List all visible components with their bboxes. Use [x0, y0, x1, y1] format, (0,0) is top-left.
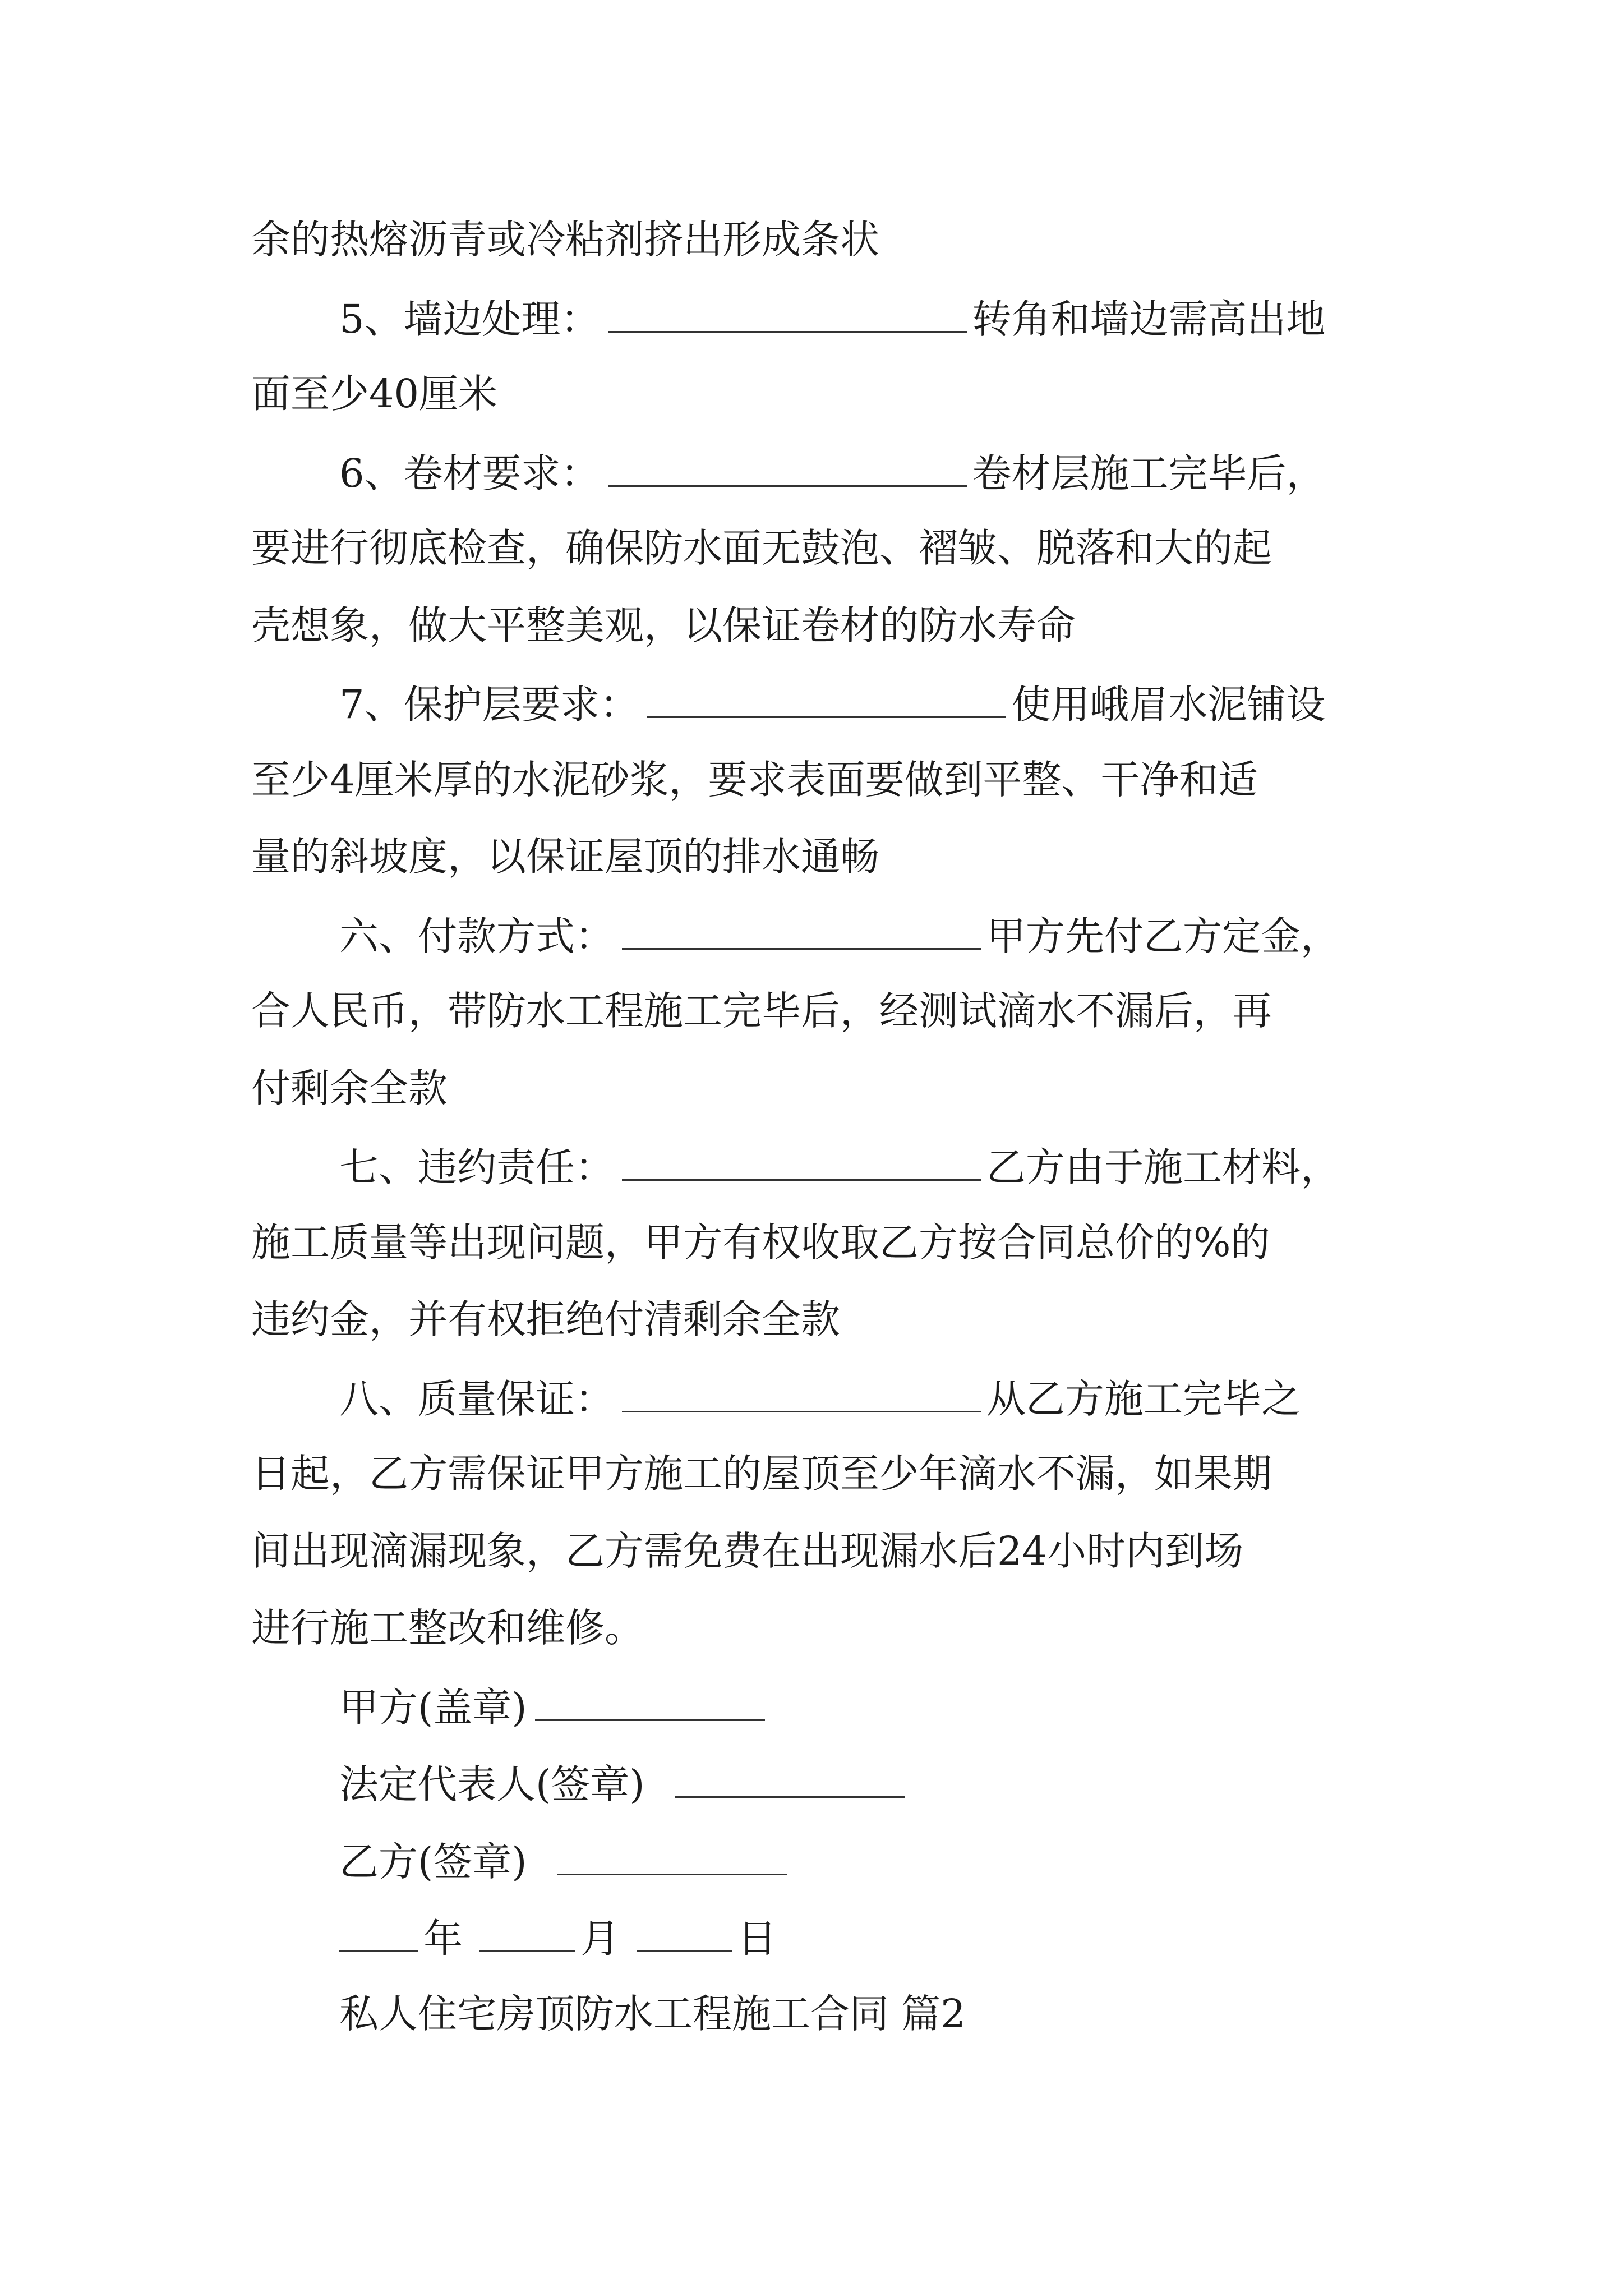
date-line [339, 1916, 777, 1962]
month-blank [479, 1917, 575, 1952]
signature-label: 甲方(盖章) [339, 1685, 527, 1731]
clause-label: 7、保护层要求： [339, 682, 639, 728]
signature-party-b [339, 1839, 793, 1885]
text-line [251, 525, 1272, 571]
next-section-heading [339, 1991, 966, 2037]
text-line [251, 988, 1272, 1034]
text-line [251, 1528, 1244, 1574]
clause-payment [339, 913, 1340, 959]
signature-label: 法定代表人(签章) [339, 1761, 645, 1807]
signature-blank [557, 1840, 787, 1875]
text-line [251, 1451, 1272, 1497]
text-line [251, 1220, 1270, 1266]
clause-wall-edge [339, 296, 1326, 342]
fill-blank [608, 452, 967, 487]
text-line [251, 1605, 644, 1651]
line-text: 施工质量等出现问题，甲方有权收取乙方按合同总价的%的 [251, 1220, 1270, 1266]
clause-text: 使用峨眉水泥铺设 [1011, 682, 1326, 728]
line-text: 面至少40厘米 [251, 371, 498, 417]
fill-blank [622, 914, 981, 950]
signature-legal-rep [339, 1761, 911, 1807]
line-text: 量的斜坡度，以保证屋顶的排水通畅 [251, 834, 879, 880]
clause-label: 5、墙边处理： [339, 296, 600, 342]
line-text: 合人民币，带防水工程施工完毕后，经测试滴水不漏后，再 [251, 988, 1272, 1034]
text-line [251, 834, 879, 880]
clause-label: 七、违约责任： [339, 1144, 614, 1190]
clause-quality [339, 1376, 1301, 1422]
clause-label: 六、付款方式： [339, 913, 614, 959]
line-text: 付剩余全款 [251, 1065, 448, 1111]
clause-text: 转角和墙边需高出地 [972, 296, 1326, 342]
year-blank [339, 1917, 418, 1952]
signature-blank [675, 1763, 905, 1798]
clause-text: 卷材层施工完毕后， [972, 450, 1326, 496]
date-day-label: 日 [737, 1916, 777, 1962]
line-text: 余的热熔沥青或冷粘剂挤出形成条状 [251, 217, 879, 263]
clause-text: 甲方先付乙方定金， [986, 913, 1340, 959]
line-text: 要进行彻底检查，确保防水面无鼓泡、褶皱、脱落和大的起 [251, 525, 1272, 571]
signature-label: 乙方(签章) [339, 1839, 527, 1885]
heading-text: 私人住宅房顶防水工程施工合同 篇2 [339, 1991, 966, 2037]
signature-blank [535, 1686, 765, 1721]
clause-protective-layer [339, 682, 1326, 728]
text-line [251, 1296, 840, 1342]
line-text: 日起，乙方需保证甲方施工的屋顶至少年滴水不漏，如果期 [251, 1451, 1272, 1497]
clause-label: 八、质量保证： [339, 1376, 614, 1422]
clause-breach [339, 1144, 1340, 1190]
date-year-label: 年 [423, 1916, 463, 1962]
text-line [251, 371, 498, 417]
date-month-label: 月 [580, 1916, 620, 1962]
line-text: 违约金，并有权拒绝付清剩余全款 [251, 1296, 840, 1342]
text-line [251, 757, 1258, 803]
clause-roll-material [339, 450, 1326, 496]
line-text: 至少4厘米厚的水泥砂浆，要求表面要做到平整、干净和适 [251, 757, 1258, 803]
clause-text: 乙方由于施工材料， [986, 1144, 1340, 1190]
text-line [251, 602, 1076, 648]
text-line [251, 1065, 448, 1111]
fill-blank [622, 1145, 981, 1181]
signature-party-a [339, 1685, 771, 1731]
fill-blank [647, 683, 1006, 718]
line-text: 间出现滴漏现象，乙方需免费在出现漏水后24小时内到场 [251, 1528, 1244, 1574]
fill-blank [622, 1377, 981, 1412]
line-text: 壳想象，做大平整美观，以保证卷材的防水寿命 [251, 602, 1076, 648]
clause-label: 6、卷材要求： [339, 450, 600, 496]
clause-text: 从乙方施工完毕之 [986, 1376, 1301, 1422]
day-blank [637, 1917, 732, 1952]
line-text: 进行施工整改和维修。 [251, 1605, 644, 1651]
text-line [251, 217, 879, 263]
fill-blank [608, 297, 967, 333]
